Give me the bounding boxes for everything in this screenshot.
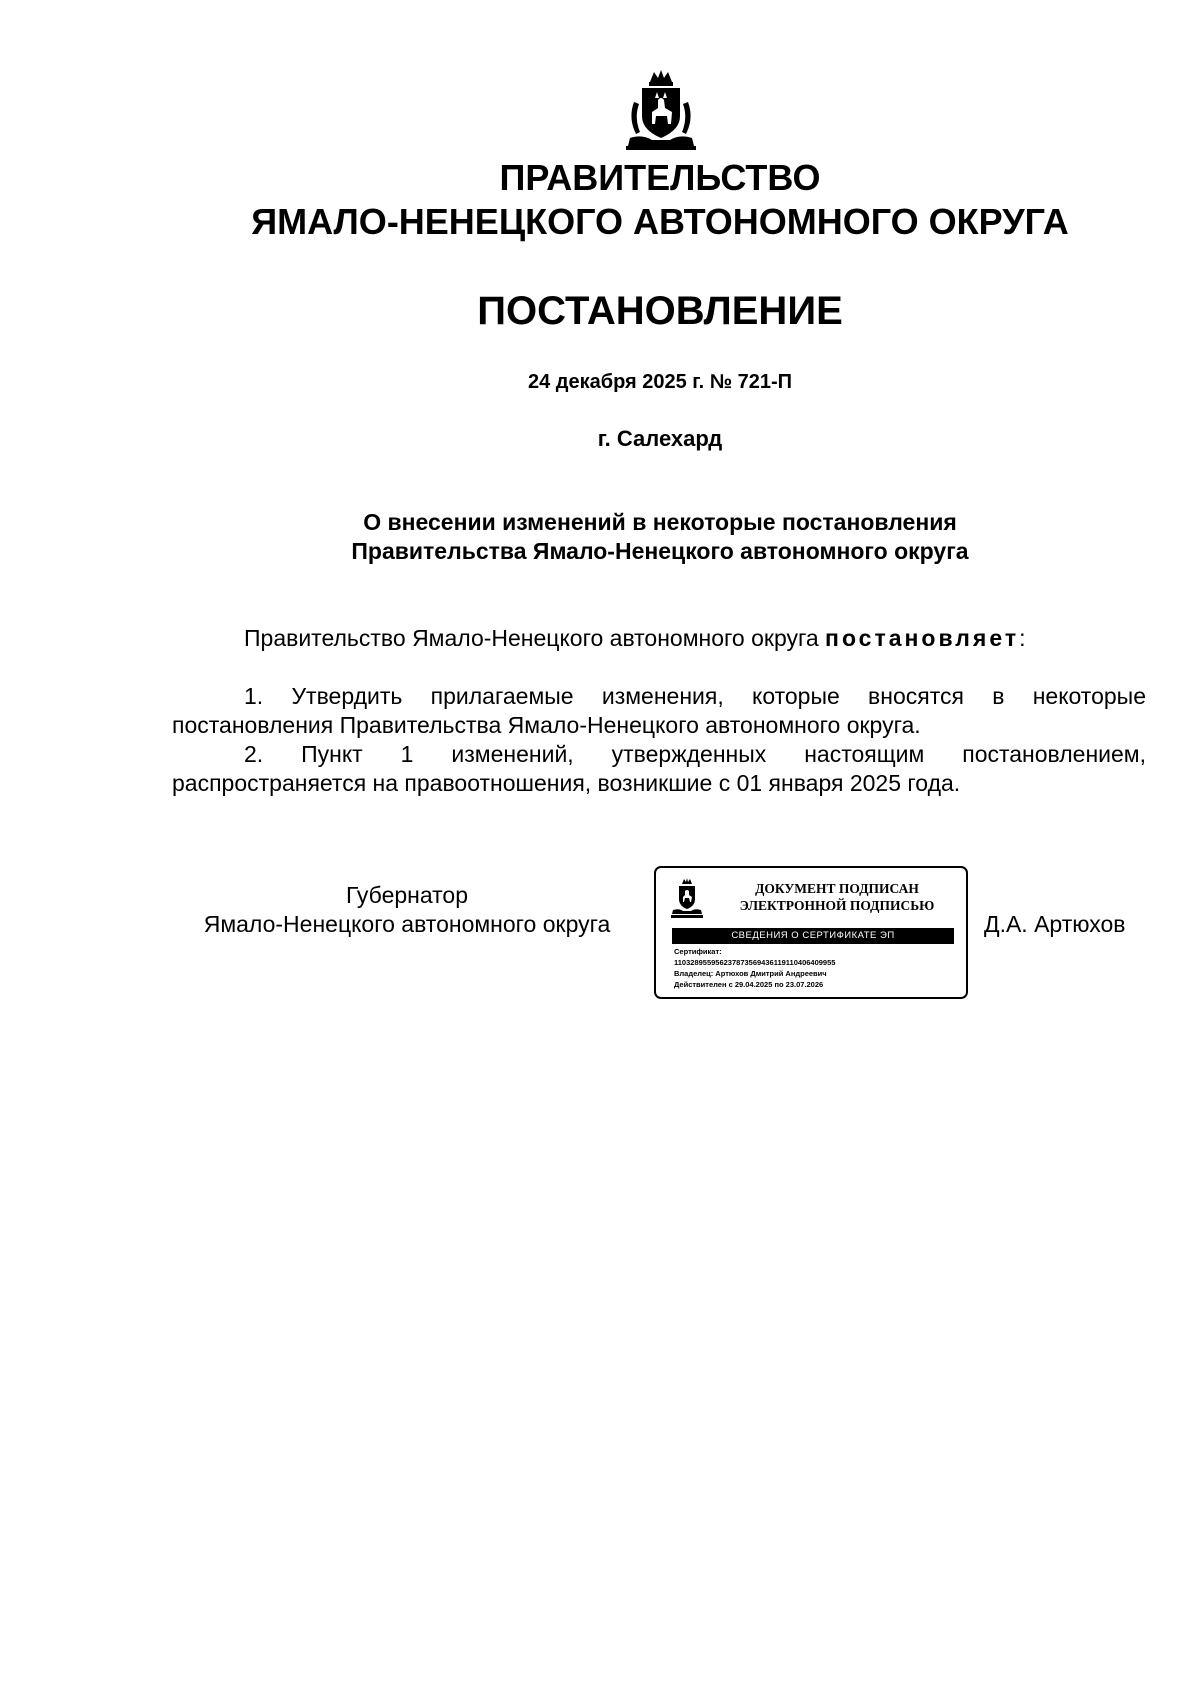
stamp-heading-line1: ДОКУМЕНТ ПОДПИСАН: [755, 881, 919, 896]
resolution-items: [172, 682, 1146, 798]
intro-emphasis: постановляет: [825, 625, 1020, 651]
stamp-certificate-details: [674, 946, 835, 990]
document-subject: [0, 508, 1200, 566]
intro-suffix: :: [1019, 625, 1026, 651]
subject-line2: Правительства Ямало-Ненецкого автономного округа: [351, 538, 969, 564]
signer-title-line2: Ямало-Ненецкого автономного округа: [203, 911, 611, 937]
intro-paragraph: [172, 624, 1146, 653]
stamp-owner: Владелец: Артюхов Дмитрий Андреевич: [674, 969, 827, 978]
yanao-coat-of-arms-icon: [622, 68, 700, 156]
document-type: ПОСТАНОВЛЕНИЕ: [477, 289, 843, 333]
electronic-signature-stamp: [654, 866, 968, 999]
resolution-item: 1. Утвердить прилагаемые изменения, которые вносятся в некоторые постановления Правительства Ямало-Ненецкого автономного округа.: [172, 683, 1146, 738]
org-name-line2: ЯМАЛО-НЕНЕЦКОГО АВТОНОМНОГО ОКРУГА: [251, 201, 1069, 242]
signer-title-line1: Губернатор: [345, 882, 469, 908]
stamp-certificate-bar: СВЕДЕНИЯ О СЕРТИФИКАТЕ ЭП: [672, 928, 954, 944]
intro-prefix: Правительство Ямало-Ненецкого автономного округа: [244, 625, 826, 651]
date-and-number: 24 декабря 2025 г. № 721-П: [527, 371, 793, 393]
stamp-cert-number: 110328955956237873569436119110406409955: [674, 958, 836, 967]
stamp-validity: Действителен с 29.04.2025 по 23.07.2026: [674, 980, 824, 989]
stamp-heading: [716, 880, 958, 914]
signer-name: Д.А. Артюхов: [984, 911, 1126, 937]
stamp-heading-line2: ЭЛЕКТРОННОЙ ПОДПИСЬЮ: [739, 898, 935, 913]
stamp-cert-label: Сертификат:: [674, 947, 722, 956]
city: г. Салехард: [597, 426, 723, 451]
yanao-coat-of-arms-icon: [670, 878, 704, 920]
subject-line1: О внесении изменений в некоторые постановления: [363, 509, 957, 535]
signer-title: [172, 881, 642, 939]
resolution-item: 2. Пункт 1 изменений, утвержденных настоящим постановлением, распространяется на правоотношения, возникшие с 01 января 2025 года.: [172, 741, 1146, 796]
org-name-line1: ПРАВИТЕЛЬСТВО: [499, 157, 821, 198]
